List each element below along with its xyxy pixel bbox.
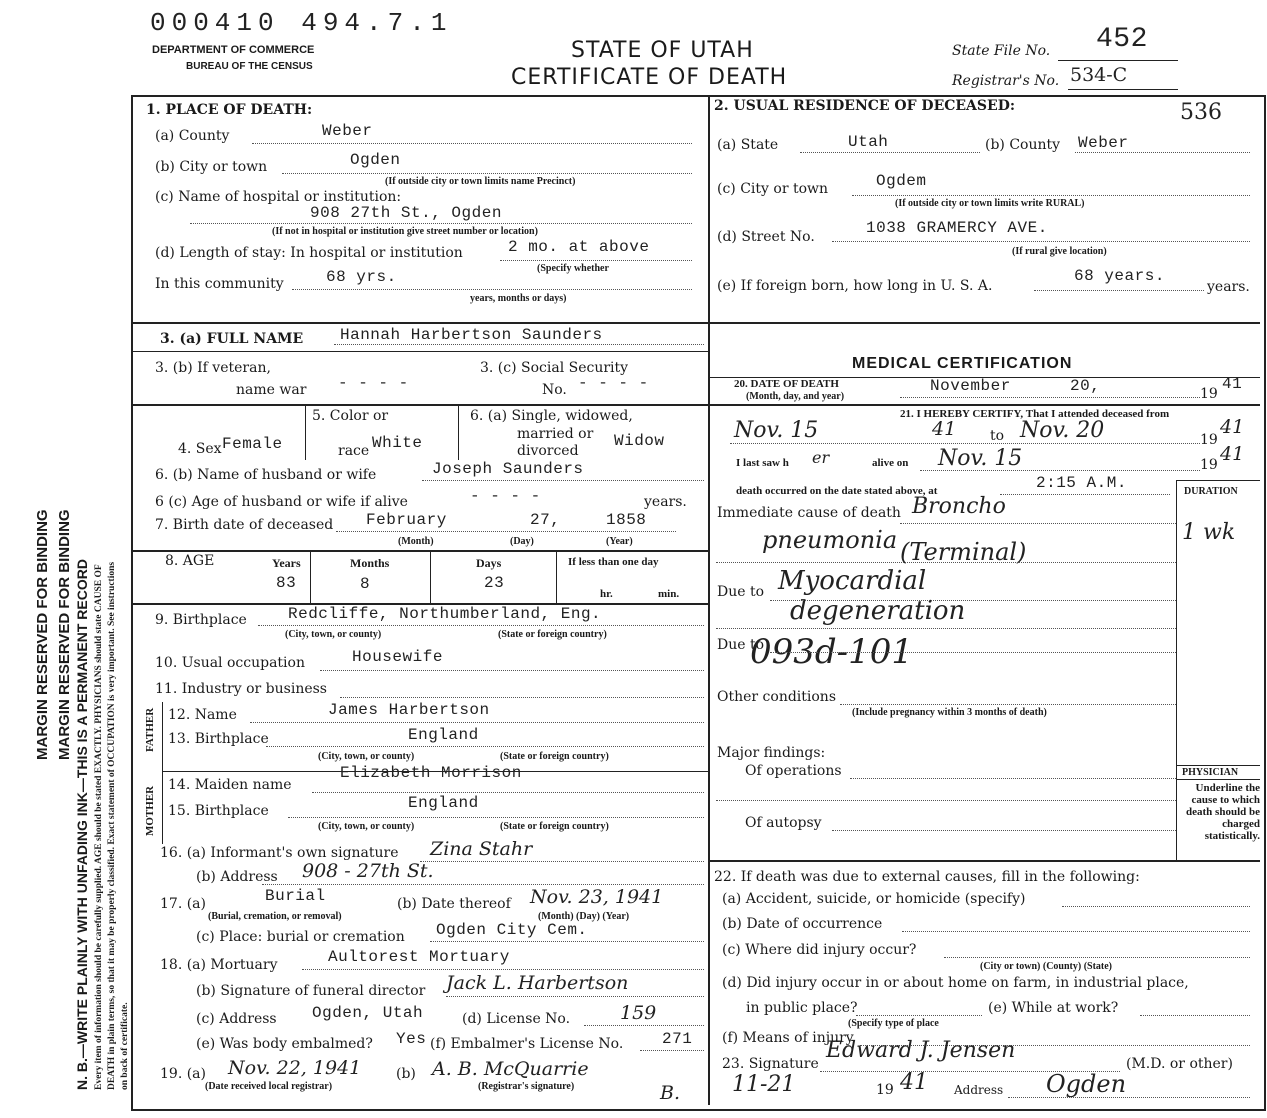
- mortuary-addr-label: (c) Address: [196, 1011, 277, 1027]
- color-label: 5. Color or: [312, 408, 389, 424]
- medical-heading: MEDICAL CERTIFICATION: [852, 355, 1073, 372]
- margin-text-2: MARGIN RESERVED FOR BINDING: [56, 509, 73, 760]
- place-of-death-heading: 1. PLACE OF DEATH:: [146, 102, 313, 118]
- occupation-value: Housewife: [352, 648, 443, 666]
- last-saw-pronoun: er: [812, 448, 830, 467]
- state-title: STATE OF UTAH: [571, 38, 754, 63]
- age-days-label: Days: [476, 556, 502, 570]
- residence-heading: 2. USUAL RESIDENCE OF DECEASED:: [714, 98, 1016, 114]
- ssn-value: - - - -: [578, 374, 649, 392]
- res-county-label: (b) County: [985, 137, 1061, 153]
- burial-place-value: Ogden City Cem.: [436, 921, 588, 939]
- burial-note: (Burial, cremation, or removal): [208, 911, 342, 922]
- embalmed-label: (e) Was body embalmed?: [196, 1036, 373, 1052]
- ssn-label: 3. (c) Social Security: [480, 360, 629, 376]
- marital-label-3: divorced: [517, 443, 579, 459]
- other-conditions-note: (Include pregnancy within 3 months of death): [852, 707, 1047, 718]
- age-years-label: Years: [272, 556, 301, 570]
- spouse-age-label: 6 (c) Age of husband or wife if alive: [155, 494, 408, 510]
- veteran-war-label: name war: [236, 382, 307, 398]
- director-label: (b) Signature of funeral director: [196, 983, 426, 999]
- attended-from-year: 41: [932, 418, 957, 440]
- date-of-death-note: (Month, day, and year): [746, 391, 845, 402]
- stay-note: (Specify whether: [537, 263, 609, 274]
- major-findings-label: Major findings:: [717, 745, 826, 761]
- mortuary-label: 18. (a) Mortuary: [160, 957, 278, 973]
- informant-signature: Zina Stahr: [430, 838, 533, 860]
- day-note: (Day): [510, 536, 534, 547]
- marital-label-2: married or: [517, 426, 594, 442]
- less-min-label: min.: [658, 588, 680, 600]
- mother-note-state: (State or foreign country): [500, 821, 609, 832]
- mother-birthplace-value: England: [408, 794, 479, 812]
- registrar-signature: A. B. McQuarrie: [432, 1058, 589, 1080]
- res-county-value: Weber: [1078, 134, 1129, 152]
- signature-year: 41: [900, 1070, 928, 1095]
- burial-label: 17. (a): [160, 896, 206, 912]
- physician-head: PHYSICIAN: [1182, 767, 1239, 778]
- stay-value: 2 mo. at above: [508, 238, 650, 256]
- emb-license-label: (f) Embalmer's License No.: [430, 1036, 624, 1052]
- corner-mark: 536: [1180, 100, 1222, 125]
- physician-note: Underline the cause to which death should be charged statistically.: [1186, 782, 1260, 842]
- age-months-label: Months: [350, 556, 390, 570]
- res-foreign-unit: years.: [1207, 279, 1250, 295]
- birthplace-value: Redcliffe, Northumberland, Eng.: [288, 605, 602, 623]
- due-to-label-2: Due to: [717, 637, 765, 653]
- burial-place-label: (c) Place: burial or cremation: [196, 929, 405, 945]
- res-state-value: Utah: [848, 133, 889, 151]
- informant-address: 908 - 27th St.: [302, 860, 434, 882]
- emb-license-value: 271: [662, 1030, 693, 1048]
- death-month: November: [930, 377, 1011, 395]
- birth-month: February: [366, 511, 447, 529]
- immediate-cause-label: Immediate cause of death: [717, 505, 901, 521]
- embalmed-value: Yes: [396, 1030, 427, 1048]
- external-heading: 22. If death was due to external causes, fill in the following:: [714, 869, 1140, 885]
- physician-address: Ogden: [1046, 1070, 1127, 1098]
- stay-label: (d) Length of stay: In hospital or institution: [155, 245, 463, 261]
- state-file-label: State File No.: [952, 43, 1051, 59]
- father-name-label: 12. Name: [168, 707, 237, 723]
- external-f: (f) Means of injury: [722, 1030, 854, 1046]
- full-name-label: 3. (a) FULL NAME: [160, 331, 304, 347]
- birth-year: 1858: [606, 511, 647, 529]
- spouse-label: 6. (b) Name of husband or wife: [155, 467, 377, 483]
- md-label: (M.D. or other): [1126, 1056, 1233, 1072]
- birth-label: 7. Birth date of deceased: [155, 517, 334, 533]
- month-note: (Month): [398, 536, 434, 547]
- signature-century: 19: [876, 1082, 894, 1098]
- bureau-name: BUREAU OF THE CENSUS: [186, 61, 313, 72]
- mother-side-label: MOTHER: [144, 785, 156, 836]
- race-label: race: [338, 443, 370, 459]
- city-label: (b) City or town: [155, 159, 268, 175]
- received-label: 19. (a): [160, 1066, 206, 1082]
- sex-label: 4. Sex: [178, 441, 222, 457]
- attended-to-year: 41: [1220, 416, 1245, 438]
- veteran-label: 3. (b) If veteran,: [155, 360, 271, 376]
- last-saw-century: 19: [1200, 457, 1218, 473]
- marital-value: Widow: [614, 432, 665, 450]
- sex-value: Female: [222, 435, 283, 453]
- age-days-value: 23: [484, 574, 505, 592]
- immediate-cause-2: pneumonia: [762, 526, 898, 554]
- birthplace-note-state: (State or foreign country): [498, 629, 607, 640]
- spouse-age-value: - - - -: [470, 487, 541, 505]
- county-value: Weber: [322, 122, 373, 140]
- full-name-value: Hannah Harbertson Saunders: [340, 326, 603, 344]
- mother-name-value: Elizabeth Morrison: [340, 764, 522, 782]
- father-note-city: (City, town, or county): [318, 751, 415, 762]
- received-note: (Date received local registrar): [205, 1081, 333, 1092]
- death-year: 41: [1222, 375, 1243, 393]
- signature-label: 23. Signature: [722, 1056, 819, 1072]
- occurred-label: death occurred on the date stated above, at: [736, 485, 938, 497]
- father-birthplace-value: England: [408, 726, 479, 744]
- other-conditions-label: Other conditions: [717, 689, 837, 705]
- res-city-label: (c) City or town: [717, 181, 829, 197]
- community-value: 68 yrs.: [326, 268, 397, 286]
- registrar-no-label: Registrar's No.: [952, 73, 1060, 89]
- margin-instructions-2: DEATH in plain terms, so that it may be properly classified. Exact statement of OCCUPATION is very important. See instructions: [107, 561, 117, 1090]
- time-of-death: 2:15 A.M.: [1036, 474, 1127, 492]
- age-label: 8. AGE: [165, 553, 215, 569]
- father-note-state: (State or foreign country): [500, 751, 609, 762]
- external-b: (b) Date of occurrence: [722, 916, 883, 932]
- less-hr-label: hr.: [600, 588, 613, 600]
- external-d2: in public place?: [746, 1000, 858, 1016]
- due-to-1a: Myocardial: [778, 566, 927, 596]
- margin-notice: N. B.—WRITE PLAINLY WITH UNFADING INK—THIS IS A PERMANENT RECORD: [74, 559, 90, 1090]
- age-months-value: 8: [360, 575, 371, 593]
- mother-note-city: (City, town, or county): [318, 821, 415, 832]
- last-saw-date: Nov. 15: [938, 446, 1023, 471]
- external-d2-note: (Specify type of place: [848, 1018, 939, 1029]
- marital-label-1: 6. (a) Single, widowed,: [470, 408, 633, 424]
- res-state-label: (a) State: [717, 137, 779, 153]
- res-street-label: (d) Street No.: [717, 229, 815, 245]
- due-to-label-1: Due to: [717, 584, 765, 600]
- father-birthplace-label: 13. Birthplace: [168, 731, 269, 747]
- city-value: Ogden: [350, 151, 401, 169]
- spouse-age-unit: years.: [644, 494, 687, 510]
- registrar-no: 534-C: [1070, 64, 1128, 86]
- autopsy-label: Of autopsy: [745, 815, 822, 831]
- less-than-day-label: If less than one day: [568, 556, 659, 568]
- last-saw-year: 41: [1220, 443, 1245, 465]
- mother-birthplace-label: 15. Birthplace: [168, 803, 269, 819]
- city-note: (If outside city or town limits name Precinct): [385, 176, 576, 187]
- res-city-value: Ogdem: [876, 172, 927, 190]
- director-signature: Jack L. Harbertson: [446, 972, 629, 994]
- margin-instructions-1: Every item of information should be carefully supplied. AGE should be stated EXACTLY. PHYSICIANS should state CAUSE OF: [94, 564, 104, 1090]
- father-name-value: James Harbertson: [328, 701, 490, 719]
- res-foreign-label: (e) If foreign born, how long in U. S. A.: [717, 278, 993, 294]
- external-d: (d) Did injury occur in or about home on farm, in industrial place,: [722, 975, 1189, 991]
- external-a: (a) Accident, suicide, or homicide (specify): [722, 891, 1026, 907]
- attended-to: Nov. 20: [1020, 418, 1105, 443]
- informant-sig-label: 16. (a) Informant's own signature: [160, 845, 399, 861]
- death-century: 19: [1200, 386, 1218, 402]
- res-street-value: 1038 GRAMERCY AVE.: [866, 219, 1048, 237]
- age-years-value: 83: [276, 574, 297, 592]
- county-label: (a) County: [155, 128, 230, 144]
- informant-addr-label: (b) Address: [196, 869, 278, 885]
- duration-value: 1 wk: [1182, 520, 1236, 545]
- attended-to-century: 19: [1200, 432, 1218, 448]
- license-value: 159: [620, 1002, 657, 1024]
- serial-number: 000410 494.7.1: [150, 8, 453, 38]
- race-value: White: [372, 434, 423, 452]
- death-day: 20,: [1070, 377, 1101, 395]
- alive-on-label: alive on: [872, 457, 909, 469]
- immediate-cause-1: Broncho: [912, 494, 1006, 519]
- birthplace-note-city: (City, town, or county): [285, 629, 382, 640]
- res-street-note: (If rural give location): [1012, 246, 1107, 257]
- state-file-no: 452: [1096, 24, 1148, 55]
- burial-value: Burial: [265, 887, 326, 905]
- burial-date-value: Nov. 23, 1941: [530, 886, 664, 908]
- due-to-1b: degeneration: [790, 596, 966, 626]
- page-title: CERTIFICATE OF DEATH: [511, 65, 788, 90]
- occupation-label: 10. Usual occupation: [155, 655, 305, 671]
- physician-signature: Edward J. Jensen: [826, 1038, 1016, 1063]
- margin-instructions-3: on back of certificate.: [120, 1002, 130, 1090]
- res-city-note: (If outside city or town limits write RURAL): [895, 198, 1085, 209]
- registrar-sig-label: (b): [396, 1066, 416, 1082]
- year-note: (Year): [606, 536, 633, 547]
- ssn-no-label: No.: [542, 382, 567, 398]
- registrar-initial: B.: [660, 1082, 681, 1104]
- spouse-value: Joseph Saunders: [432, 460, 584, 478]
- mortuary-addr-value: Ogden, Utah: [312, 1004, 424, 1022]
- certify-label: 21. I HEREBY CERTIFY, That I attended deceased from: [900, 408, 1170, 420]
- license-label: (d) License No.: [462, 1011, 571, 1027]
- signature-date: 11-21: [732, 1072, 796, 1097]
- birth-day: 27,: [530, 511, 561, 529]
- operations-label: Of operations: [745, 763, 842, 779]
- external-e: (e) While at work?: [988, 1000, 1119, 1016]
- received-date: Nov. 22, 1941: [228, 1057, 362, 1079]
- attended-from: Nov. 15: [734, 418, 819, 443]
- community-label: In this community: [155, 276, 284, 292]
- hospital-value: 908 27th St., Ogden: [310, 204, 502, 222]
- father-side-label: FATHER: [144, 707, 156, 752]
- dept-name: DEPARTMENT OF COMMERCE: [152, 44, 315, 56]
- external-c-note: (City or town) (County) (State): [980, 961, 1113, 972]
- date-of-death-label: 20. DATE OF DEATH: [734, 378, 839, 390]
- margin-text-1: MARGIN RESERVED FOR BINDING: [34, 509, 51, 760]
- immediate-cause-3: (Terminal): [900, 538, 1027, 566]
- last-saw-label: I last saw h: [736, 457, 789, 469]
- hospital-note: (If not in hospital or institution give street number or location): [272, 226, 538, 237]
- physician-addr-label: Address: [954, 1083, 1004, 1097]
- mother-name-label: 14. Maiden name: [168, 777, 292, 793]
- cause-code: 093d-101: [750, 632, 914, 672]
- external-c: (c) Where did injury occur?: [722, 942, 917, 958]
- veteran-value: - - - -: [338, 374, 409, 392]
- burial-date-label: (b) Date thereof: [397, 896, 511, 912]
- birthplace-label: 9. Birthplace: [155, 612, 247, 628]
- industry-label: 11. Industry or business: [155, 681, 327, 697]
- res-foreign-value: 68 years.: [1074, 267, 1165, 285]
- burial-date-note: (Month) (Day) (Year): [538, 911, 630, 922]
- to-label: to: [990, 428, 1005, 444]
- duration-label: DURATION: [1184, 486, 1238, 497]
- registrar-sig-note: (Registrar's signature): [478, 1081, 575, 1092]
- community-note: years, months or days): [470, 293, 567, 304]
- hospital-label: (c) Name of hospital or institution:: [155, 189, 402, 205]
- mortuary-value: Aultorest Mortuary: [328, 948, 510, 966]
